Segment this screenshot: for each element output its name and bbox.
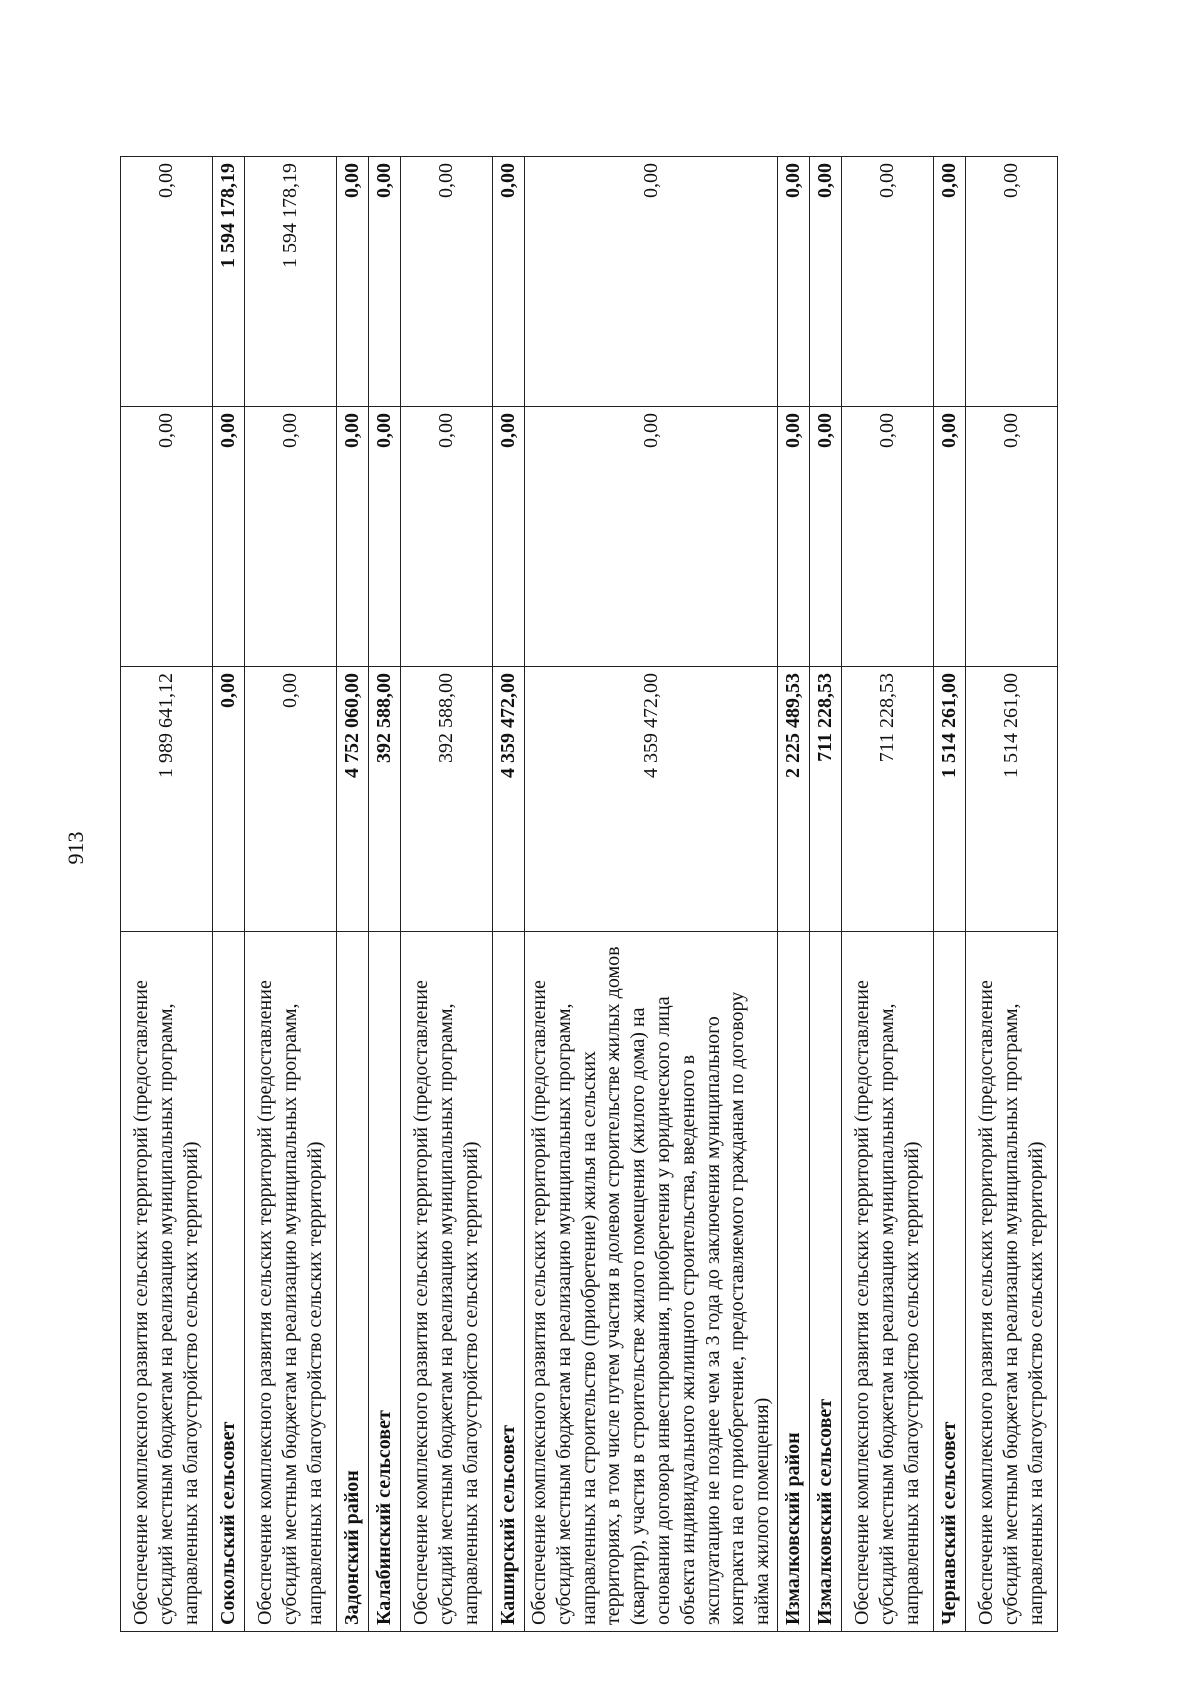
page-number: 913 — [63, 831, 88, 865]
value-col-2: 0,00 — [841, 407, 933, 667]
value-col-1: 1 514 261,00 — [933, 667, 965, 932]
table-row — [493, 157, 525, 1632]
value-col-2: 0,00 — [809, 407, 841, 667]
table-row — [245, 157, 337, 1632]
value-col-3: 0,00 — [369, 157, 401, 407]
value-col-1: 711 228,53 — [841, 667, 933, 932]
row-label: Обеспечение комплексного развития сельских территорий (предоставление субсидий местным бюджетам на реализацию муниципальных программ, направленных на благоустройство сельских территорий) — [121, 932, 213, 1632]
row-label: Сокольский сельсовет — [213, 932, 245, 1632]
value-col-3: 1 594 178,19 — [213, 157, 245, 407]
value-col-1: 711 228,53 — [809, 667, 841, 932]
row-label: Задонский район — [337, 932, 369, 1632]
value-col-3: 1 594 178,19 — [245, 157, 337, 407]
value-col-3: 0,00 — [337, 157, 369, 407]
table-row — [809, 157, 841, 1632]
value-col-3: 0,00 — [933, 157, 965, 407]
row-label: Обеспечение комплексного развития сельских территорий (предоставление субсидий местным бюджетам на реализацию муниципальных программ, направленных на благоустройство сельских территорий) — [401, 932, 493, 1632]
value-col-1: 0,00 — [213, 667, 245, 932]
value-col-3: 0,00 — [809, 157, 841, 407]
value-col-1: 4 752 060,00 — [337, 667, 369, 932]
value-col-1: 0,00 — [245, 667, 337, 932]
value-col-2: 0,00 — [777, 407, 809, 667]
value-col-1: 392 588,00 — [401, 667, 493, 932]
table-row — [401, 157, 493, 1632]
value-col-2: 0,00 — [933, 407, 965, 667]
value-col-2: 0,00 — [121, 407, 213, 667]
table-row — [369, 157, 401, 1632]
value-col-1: 1 989 641,12 — [121, 667, 213, 932]
row-label: Чернавский сельсовет — [933, 932, 965, 1632]
table-body — [121, 157, 1058, 1632]
row-label: Обеспечение комплексного развития сельских территорий (предоставление субсидий местным бюджетам на реализацию муниципальных программ, направленных на благоустройство сельских территорий) — [841, 932, 933, 1632]
value-col-3: 0,00 — [965, 157, 1057, 407]
table-row — [933, 157, 965, 1632]
row-label: Обеспечение комплексного развития сельских территорий (предоставление субсидий местным бюджетам на реализацию муниципальных программ, направленных на строительство (приобретение) жилья на сельских территориях, в том числе путем участия в долевом строительстве жилых домов (квартир), участия в строительстве жилого помещения (жилого дома) на основании договора инвестирования, приобретения у юридического лица объекта индивидуального жилищного строительства, введенного в эксплуатацию не позднее чем за 3 года до заключения муниципального контракта на его приобретение, предоставляемого гражданам по договору найма жилого помещения) — [525, 932, 778, 1632]
value-col-2: 0,00 — [965, 407, 1057, 667]
value-col-1: 4 359 472,00 — [493, 667, 525, 932]
value-col-3: 0,00 — [841, 157, 933, 407]
row-label: Калабинский сельсовет — [369, 932, 401, 1632]
value-col-2: 0,00 — [213, 407, 245, 667]
row-label: Обеспечение комплексного развития сельских территорий (предоставление субсидий местным бюджетам на реализацию муниципальных программ, направленных на благоустройство сельских территорий) — [245, 932, 337, 1632]
value-col-3: 0,00 — [493, 157, 525, 407]
table-row — [525, 157, 778, 1632]
table-row — [841, 157, 933, 1632]
value-col-2: 0,00 — [493, 407, 525, 667]
value-col-3: 0,00 — [525, 157, 778, 407]
value-col-1: 392 588,00 — [369, 667, 401, 932]
budget-table — [120, 156, 1058, 1632]
value-col-1: 4 359 472,00 — [525, 667, 778, 932]
table-row — [121, 157, 213, 1632]
table-row — [213, 157, 245, 1632]
table-row — [777, 157, 809, 1632]
value-col-1: 1 514 261,00 — [965, 667, 1057, 932]
table-row — [965, 157, 1057, 1632]
row-label: Обеспечение комплексного развития сельских территорий (предоставление субсидий местным бюджетам на реализацию муниципальных программ, направленных на благоустройство сельских территорий) — [965, 932, 1057, 1632]
value-col-3: 0,00 — [121, 157, 213, 407]
value-col-2: 0,00 — [525, 407, 778, 667]
value-col-2: 0,00 — [401, 407, 493, 667]
value-col-2: 0,00 — [337, 407, 369, 667]
value-col-1: 2 225 489,53 — [777, 667, 809, 932]
row-label: Каширский сельсовет — [493, 932, 525, 1632]
value-col-2: 0,00 — [369, 407, 401, 667]
table-row — [337, 157, 369, 1632]
value-col-2: 0,00 — [245, 407, 337, 667]
rotated-table-container — [120, 157, 1047, 1632]
row-label: Измалковский сельсовет — [809, 932, 841, 1632]
value-col-3: 0,00 — [777, 157, 809, 407]
row-label: Измалковский район — [777, 932, 809, 1632]
value-col-3: 0,00 — [401, 157, 493, 407]
